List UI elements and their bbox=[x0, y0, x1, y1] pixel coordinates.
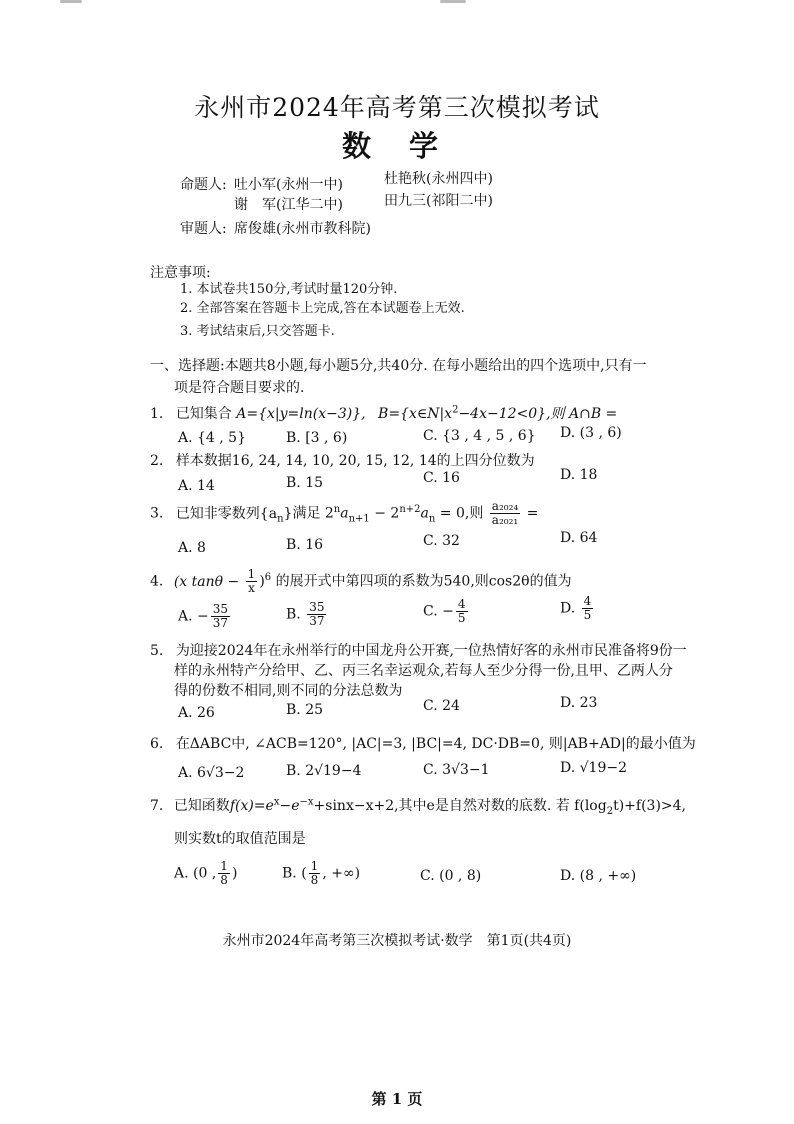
option-d: D. (3 , 6) bbox=[560, 425, 622, 441]
question-5-cont: 得的份数不相同,则不同的分法总数为 bbox=[174, 683, 403, 699]
option-a: A. 6√3−2 bbox=[178, 765, 245, 781]
option-b: B. 15 bbox=[286, 475, 324, 491]
option-d: D. 64 bbox=[560, 530, 598, 546]
option-c: C. 3√3−1 bbox=[423, 762, 490, 778]
notice-item: 3. 考试结束后,只交答题卡. bbox=[180, 324, 335, 339]
question-7: 7. 已知函数$f(x)=e^x-e^{-x}+\sin x-x+2$,其中e是自然对数的底数. 若 $f(\log_2t)+f(3)>4$, bbox=[150, 796, 686, 817]
fraction: $\frac{\text{a₂₀₂₄}}{\text{a₂₀₂₁}}$ bbox=[491, 499, 519, 528]
question-number: 2. bbox=[150, 453, 164, 469]
fraction: $\frac{1}{x}$ bbox=[247, 567, 256, 596]
reviewer-label: 审题人: bbox=[180, 221, 227, 237]
notice-item: 1. 本试卷共150分,考试时量120分钟. bbox=[180, 282, 398, 297]
fraction: $\frac{35}{37}$ bbox=[309, 600, 325, 629]
question-number: 1. bbox=[150, 406, 164, 422]
question-5-cont: 样的永州特产分给甲、乙、丙三名幸运观众,若每人至少分得一份,且甲、乙两人分 bbox=[174, 663, 673, 679]
option-a: A. (0 , $\frac{1}{8}$ ) bbox=[174, 859, 238, 888]
fraction: $\frac{4}{5}$ bbox=[583, 594, 592, 623]
option-c: C. 16 bbox=[423, 470, 460, 486]
option-b: B. 16 bbox=[286, 537, 324, 553]
reviewer: 席俊雄(永州市教科院) bbox=[234, 221, 371, 237]
setter-3: 谢 军(江华二中) bbox=[234, 197, 343, 213]
question-number: 7. bbox=[150, 798, 164, 814]
notice-item: 2. 全部答案在答题卡上完成,答在本试题卷上无效. bbox=[180, 301, 465, 316]
option-d: D. 23 bbox=[560, 695, 598, 711]
section-heading: 一、选择题:本题共8小题,每小题5分,共40分. 在每小题给出的四个选项中,只有一 bbox=[150, 358, 647, 374]
question-1: 1. 已知集合 A={x|y=ln(x−3)}, $B=\{x\in N|x^2-4x-12<0\}$,则 A∩B = bbox=[150, 404, 618, 422]
exam-subject: 数 学 bbox=[341, 129, 453, 163]
question-7-cont: 则实数t的取值范围是 bbox=[174, 831, 306, 847]
option-c: C. 32 bbox=[423, 533, 460, 549]
setter-label: 命题人: bbox=[180, 177, 227, 193]
fraction: $\frac{1}{8}$ bbox=[310, 859, 319, 888]
section-heading-cont: 项是符合题目要求的. bbox=[174, 380, 305, 396]
scan-artifact bbox=[440, 0, 466, 3]
option-a: A. 14 bbox=[178, 478, 215, 494]
option-d: D. (8 , +∞) bbox=[560, 868, 637, 884]
fraction: $\frac{1}{8}$ bbox=[220, 859, 228, 888]
fraction: $\frac{4}{5}$ bbox=[457, 597, 466, 626]
option-b: B. 25 bbox=[286, 702, 324, 718]
option-a: A. 26 bbox=[178, 705, 215, 721]
question-3: 3. 已知非零数列$\{a_n\}$满足 $2^na_{n+1} - 2^{n+2}a_n = 0$,则 $\frac{\text{a₂₀₂₄}}{\text{a₂₀₂₁}}$ = bbox=[150, 499, 539, 528]
question-number: 5. bbox=[150, 643, 164, 659]
page-number: 第 1 页 bbox=[371, 1090, 423, 1108]
option-c: C. (0 , 8) bbox=[420, 868, 482, 884]
option-b: B. ( $\frac{1}{8}$ , +∞) bbox=[282, 859, 361, 888]
exam-title: 永州市2024年高考第三次模拟考试 bbox=[194, 93, 600, 122]
option-b: B. 2√19−4 bbox=[286, 763, 362, 779]
notice-heading: 注意事项: bbox=[150, 265, 211, 281]
setter-2: 杜艳秋(永州四中) bbox=[384, 171, 493, 187]
option-c: C. − $\frac{4}{5}$ bbox=[423, 597, 466, 626]
option-a: A. {4 , 5} bbox=[178, 430, 246, 446]
page-footer: 永州市2024年高考第三次模拟考试·数学 第1页(共4页) bbox=[222, 933, 572, 949]
option-a: A. 8 bbox=[178, 540, 206, 556]
option-b: B. [3 , 6) bbox=[286, 430, 348, 446]
question-number: 3. bbox=[150, 505, 164, 522]
question-4: 4. (x tanθ − $\frac{1}{x}$ )$^6$ 的展开式中第四项的系数为540,则cos2θ的值为 bbox=[150, 567, 572, 596]
option-c: C. {3 , 4 , 5 , 6} bbox=[423, 428, 536, 444]
setter-4: 田九三(祁阳二中) bbox=[384, 193, 493, 209]
option-c: C. 24 bbox=[423, 698, 460, 714]
option-b: B. $\frac{35}{37}$ bbox=[286, 600, 325, 629]
setter-1: 吐小军(永州一中) bbox=[234, 177, 343, 193]
fraction: $\frac{35}{37}$ bbox=[212, 602, 229, 631]
option-d: D. √19−2 bbox=[560, 760, 627, 776]
option-d: D. 18 bbox=[560, 467, 598, 483]
question-number: 4. bbox=[150, 573, 164, 590]
question-number: 6. bbox=[150, 736, 164, 752]
scan-artifact bbox=[60, 0, 82, 3]
question-2: 2. 样本数据16, 24, 14, 10, 20, 15, 12, 14的上四分位数为 bbox=[150, 453, 535, 469]
question-5: 5. 为迎接2024年在永州举行的中国龙舟公开赛,一位热情好客的永州市民准备将9份一 bbox=[150, 643, 687, 659]
option-a: A. − $\frac{35}{37}$ bbox=[178, 602, 229, 631]
option-d: D. $\frac{4}{5}$ bbox=[560, 594, 592, 623]
question-6: 6. 在ΔABC中, ∠ACB=120°, |AC|=3, |BC|=4, DC·DB=0, 则|AB+AD|的最小值为 bbox=[150, 736, 696, 752]
